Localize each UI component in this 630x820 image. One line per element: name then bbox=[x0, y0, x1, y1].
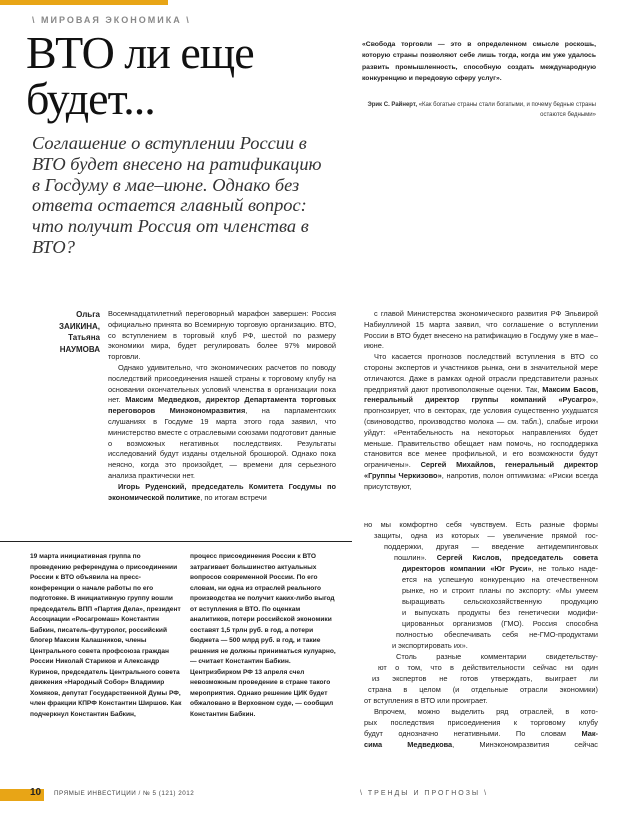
magazine-issue: ПРЯМЫЕ ИНВЕСТИЦИИ / № 5 (121) 2012 bbox=[54, 790, 195, 797]
text-line: пошлин». Сергей Кислов, председатель совета bbox=[394, 553, 598, 562]
person-highlight: Игорь Руденский, председатель Комитета Госдумы по экономической политике bbox=[108, 481, 336, 502]
text-line: сима Медведкова, Минэкономразвития сейчас bbox=[364, 740, 598, 749]
person-highlight: Максим Басов, генеральный директор группы компаний «Русагро» bbox=[364, 384, 599, 405]
text-line: Впрочем, можно выделить ряд отраслей, в кото- bbox=[374, 707, 598, 716]
authors-block bbox=[42, 309, 100, 355]
sidebar-box-column-2: процесс присоединения России к ВТО затрагивает большинство актуальных вопросов современной России. По его словам, ни одна из отраслей реального производства не получит каких-либо выгод от вступления в ВТО. По оценкам аналитиков, потери российской экономики составят 1,5 трлн руб. в год, а потери бюджета — 500 млрд руб. в год, и такие решения не должны приниматься кулуарно, — считает Константин Бабкин. Центризбирком РФ 13 апреля счел невозможным проведение в стране такого мероприятия. Однако решение ЦИК будет обжаловано в Верховном суде, — сообщил Константин Бабкин. bbox=[190, 553, 336, 718]
paragraph: Восемнадцатилетний переговорный марафон завершен: Россия официально принята во Всемирную торговую организацию. ВТО, со вступлением в торговый клуб РФ, шестой по размеру экономики мира, будет регулировать более 97% мировой торговли. bbox=[108, 309, 336, 362]
quote-source: «Как богатые страны стали богатыми, и почему бедные страны остаются бедными» bbox=[418, 102, 596, 118]
section-label: \ МИРОВАЯ ЭКОНОМИКА \ bbox=[32, 15, 191, 25]
page-number: 10 bbox=[30, 787, 42, 798]
text-line: цированных организмов (ГМО). Россия способна bbox=[402, 619, 598, 628]
body-column-1 bbox=[108, 309, 336, 503]
text-line: страна в целом (и отдельные отрасли экономики) bbox=[368, 685, 598, 694]
text-line: и экспортировать их». bbox=[392, 641, 468, 650]
text-line: и выпускать продукты без генетически модифи- bbox=[402, 608, 598, 617]
text-line: рых последствия присоединения к торговому клубу bbox=[364, 718, 598, 727]
text-line: но мы комфортно себя чувствуем. Есть разные формы bbox=[364, 520, 598, 529]
sidebar-box bbox=[0, 541, 352, 778]
quote-author: Эрик С. Райнерт, bbox=[367, 102, 418, 108]
text-line: от вступления в ВТО или проиграет. bbox=[364, 696, 488, 705]
person-highlight: директоров компании «Юг Руси» bbox=[402, 564, 532, 573]
text-line: выращивать сельскохозяйственную продукцию bbox=[402, 597, 598, 606]
body-column-2 bbox=[364, 309, 598, 493]
author-last-name-2: НАУМОВА bbox=[59, 344, 100, 354]
text-line: рынке, но и строит планы по экспорту: «Мы умеем bbox=[402, 586, 598, 595]
paragraph: Однако удивительно, что экономических расчетов по поводу последствий присоединения нашей страны к торговому клубу на основании окончательных условий членства в организации пока нет. Максим Медведков, директор Департамента торговых переговоров Минэкономразвития, на парламентских слушаниях в Госдуме 19 марта этого года заявил, что министерство вместе с отраслевыми союзами подготовит данные о возможных негативных последствиях. Результаты исследований будут изданы отдельной брошюрой. Однако пока неясно, когда это произойдет, — времени для серьезного анализа практически нет. bbox=[108, 362, 336, 480]
author-last-name-1: ЗАИКИНА, bbox=[59, 321, 100, 331]
author-first-name-1: Ольга bbox=[76, 310, 100, 319]
text-line: ется на успешную конкуренцию на отечественном bbox=[402, 575, 598, 584]
text-line: из экспертов не готов утверждать, выиграет ли bbox=[372, 674, 598, 683]
person-highlight: Сергей Кислов, председатель совета bbox=[436, 553, 598, 562]
text-line: Столь разные комментарии свидетельству- bbox=[396, 652, 598, 661]
article-lead: Соглашение о вступлении России в ВТО будет внесено на ратификацию в Госдуму в мае–июне. Однако без ответа остается главный вопрос: что получит Россия от членства в ВТО? bbox=[32, 133, 322, 257]
paragraph: с главой Министерства экономического развития РФ Эльвирой Набиуллиной 15 марта заявил, что соглашение о вступлении России в ВТО будет внесено на ратификацию в Госдуму уже в мае–июне. bbox=[364, 309, 599, 351]
person-highlight: Максим Медведков, директор Департамента торговых переговоров Минэкономразвития bbox=[108, 395, 336, 416]
text-line: полностью обеспечивать себя не-ГМО-продуктами bbox=[396, 630, 598, 639]
text-line: защиты, одна из которых — увеличение прямой гос- bbox=[374, 531, 598, 540]
sidebar-box-column-1: 19 марта инициативная группа по проведению референдума о присоединении России к ВТО объявила на пресс-конференции о начале работы по его подготовке. В инициативную группу вошли председатель ВПП «Партия Дела», президент Ассоциации «Росагромаш» Константин Бабкин, писатель-футуролог, российский блогер Максим Калашников, члены Центрального совета профсоюза граждан России Николай Стариков и Александр Куринов, председатель Центрального совета движения «Народный Собор» Владимир Хомяков, депутат Государственной Думы РФ, член фракции КПРФ Константин Ширшов. Как подчеркнул Константин Бабкин, bbox=[30, 553, 182, 718]
text-line: ют о том, что в действительности сейчас ни один bbox=[378, 663, 598, 672]
paragraph: Игорь Руденский, председатель Комитета Госдумы по экономической политике, по итогам встречи bbox=[108, 481, 336, 502]
epigraph-quote: «Свобода торговли — это в определенном смысле роскошь, которую страны позволяют себе лишь тогда, когда им уже удалось развить промышленность, способную создать международную конкуренцию и передовую сферу услуг». bbox=[362, 41, 596, 83]
text-line: поддержки, другая — введение антидемпинговых bbox=[384, 542, 598, 551]
person-highlight: сима Медведкова bbox=[364, 740, 453, 749]
epigraph-attribution bbox=[362, 101, 596, 120]
author-first-name-2: Татьяна bbox=[68, 333, 100, 342]
paragraph: Что касается прогнозов последствий вступления в ВТО со стороны экспертов и участников рынка, они в значительной мере отличаются. Даже в рамках одной отрасли представители разных предприятий дают противоположные оценки. Так, Максим Басов, генеральный директор группы компаний «Русагро», прогнозирует, что в секторах, где условия существенно ухудшатся (свиноводство, производство молока — см. табл.), слабые игроки уйдут: «Рентабельность на некоторых направлениях будет меньше. Правительство обещает нам помочь, но господдержка становится все менее профильной, и его возможности будут ограничены». Сергей Михайлов, генеральный директор «Группы Черкизово», напротив, полон оптимизма: «Риски всегда присутствуют, bbox=[364, 352, 599, 491]
text-line: директоров компании «Юг Руси», не только наде- bbox=[402, 564, 598, 573]
person-highlight: Сергей Михайлов, генеральный директор «Группы Черкизово» bbox=[364, 460, 598, 480]
footer-section-label: \ ТРЕНДЫ И ПРОГНОЗЫ \ bbox=[360, 790, 489, 797]
article-title: ВТО ли еще будет... bbox=[26, 27, 254, 124]
text-line: будут однозначно негативными. По словам Мак- bbox=[364, 729, 598, 738]
accent-bar bbox=[0, 0, 168, 5]
person-highlight: Мак- bbox=[581, 729, 598, 738]
